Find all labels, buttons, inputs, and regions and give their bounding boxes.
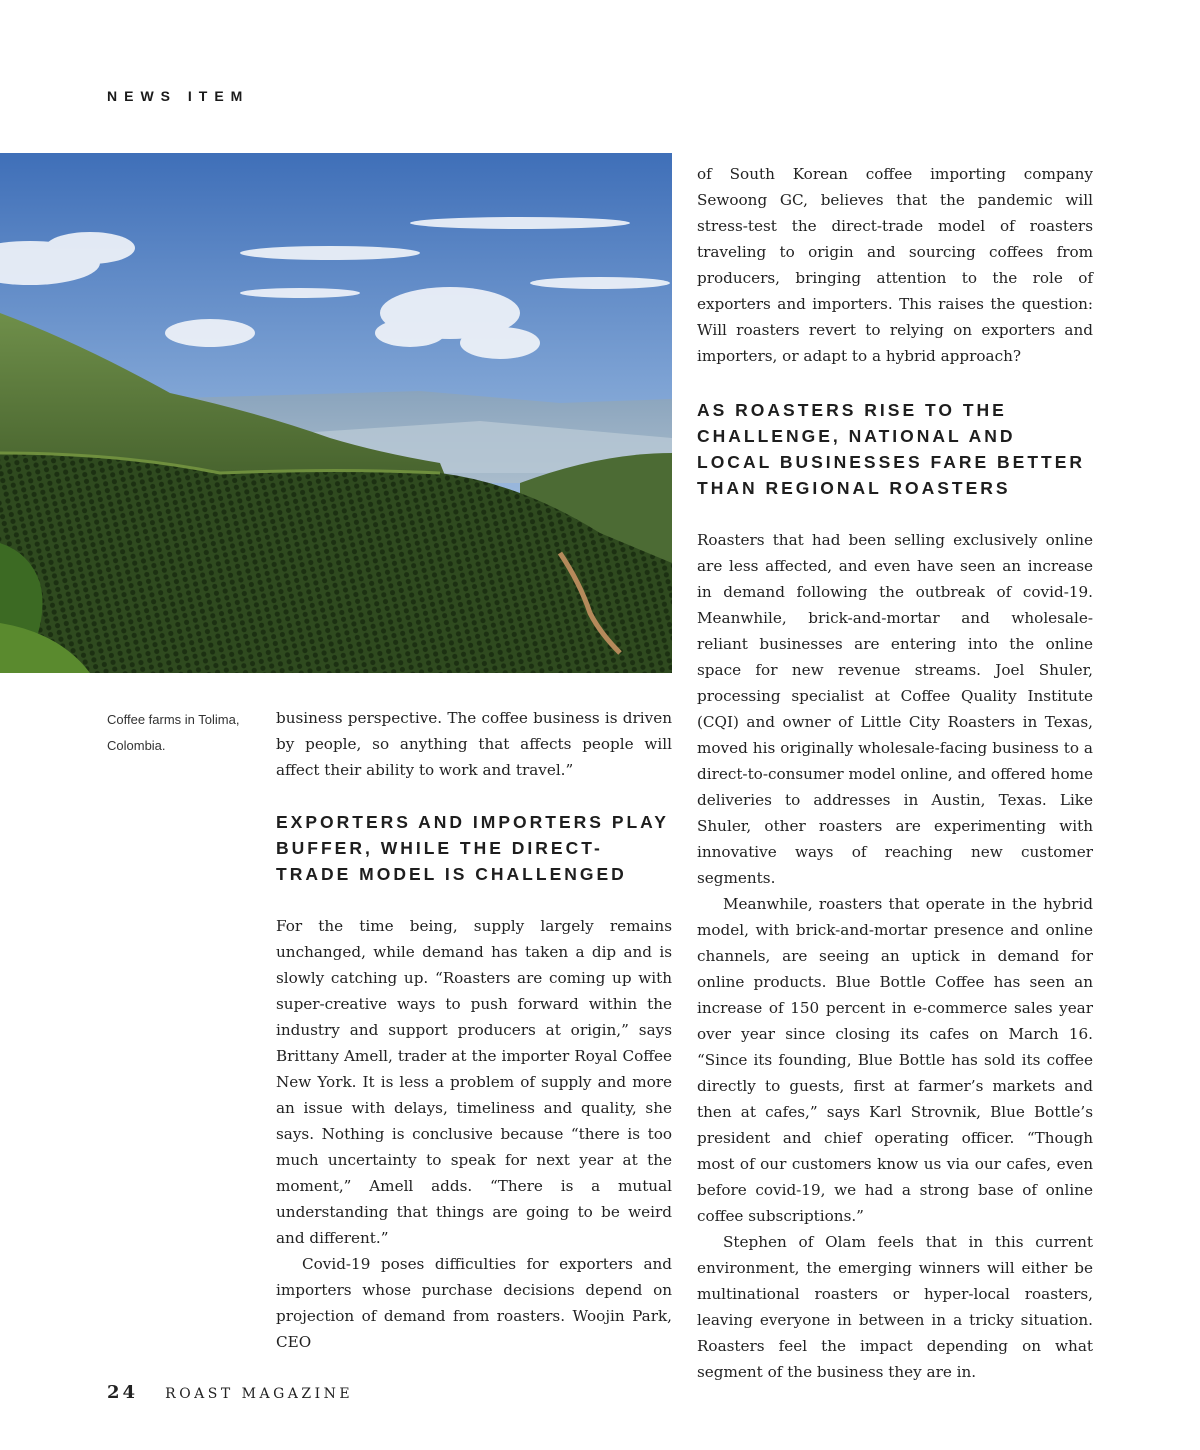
article-column-right [697, 161, 1093, 1385]
magazine-name: ROAST MAGAZINE [165, 1386, 354, 1402]
paragraph: Roasters that had been selling exclusively online are less affected, and even have seen an increase in demand following the outbreak of covid-19. Meanwhile, brick-and-mortar and wholesale-reliant businesses are entering into the online space for new revenue streams. Joel Shuler, processing specialist at Coffee Quality Institute (CQI) and owner of Little City Roasters in Texas, moved his originally wholesale-facing business to a direct-to-consumer model online, and offered home deliveries to addresses in Austin, Texas. Like Shuler, other roasters are experimenting with innovative ways of reaching new customer segments. [697, 531, 1093, 887]
page-footer [107, 1382, 353, 1403]
section-label: NEWS ITEM [107, 88, 250, 104]
paragraph: business perspective. The coffee business is driven by people, so anything that affects people will affect their ability to work and travel.” [276, 709, 672, 779]
article-column-left [276, 705, 672, 1355]
paragraph: Meanwhile, roasters that operate in the hybrid model, with brick-and-mortar presence and online channels, are seeing an uptick in demand for online products. Blue Bottle Coffee has seen an increase of 150 percent in e-commerce sales year over year since closing its cafes on March 16. “Since its founding, Blue Bottle has sold its coffee directly to guests, first at farmer’s markets and then at cafes,” says Karl Strovnik, Blue Bottle’s president and chief operating officer. “Though most of our customers know us via our cafes, even before covid-19, we had a strong base of online coffee subscriptions.” [697, 895, 1093, 1225]
paragraph: Stephen of Olam feels that in this current environment, the emerging winners will either be multinational roasters or hyper-local roasters, leaving everyone in between in a tricky situation. Roasters feel the impact depending on what segment of the business they are in. [697, 1233, 1093, 1381]
paragraph: For the time being, supply largely remains unchanged, while demand has taken a dip and is slowly catching up. “Roasters are coming up with super-creative ways to push forward within the industry and support producers at origin,” says Brittany Amell, trader at the importer Royal Coffee New York. It is less a problem of supply and more an issue with delays, timeliness and quality, she says. Nothing is conclusive because “there is too much uncertainty to speak for next year at the moment,” Amell adds. “There is a mutual understanding that things are going to be weird and different.” [276, 917, 672, 1247]
coffee-farm-photo [0, 153, 672, 673]
photo-caption: Coffee farms in Tolima, Colombia. [107, 712, 240, 753]
section-heading: AS ROASTERS RISE TO THE CHALLENGE, NATIONAL AND LOCAL BUSINESSES FARE BETTER THAN REGIONAL ROASTERS [697, 400, 1086, 498]
section-heading: EXPORTERS AND IMPORTERS PLAY BUFFER, WHILE THE DIRECT-TRADE MODEL IS CHALLENGED [276, 812, 669, 884]
paragraph: of South Korean coffee importing company Sewoong GC, believes that the pandemic will stress-test the direct-trade model of roasters traveling to origin and sourcing coffees from producers, bringing attention to the role of exporters and importers. This raises the question: Will roasters revert to relying on exporters and importers, or adapt to a hybrid approach? [697, 165, 1093, 365]
landscape-photo-icon [0, 153, 672, 673]
paragraph: Covid-19 poses difficulties for exporters and importers whose purchase decisions depend on projection of demand from roasters. Woojin Park, CEO [276, 1255, 672, 1351]
page-number: 24 [107, 1382, 139, 1403]
